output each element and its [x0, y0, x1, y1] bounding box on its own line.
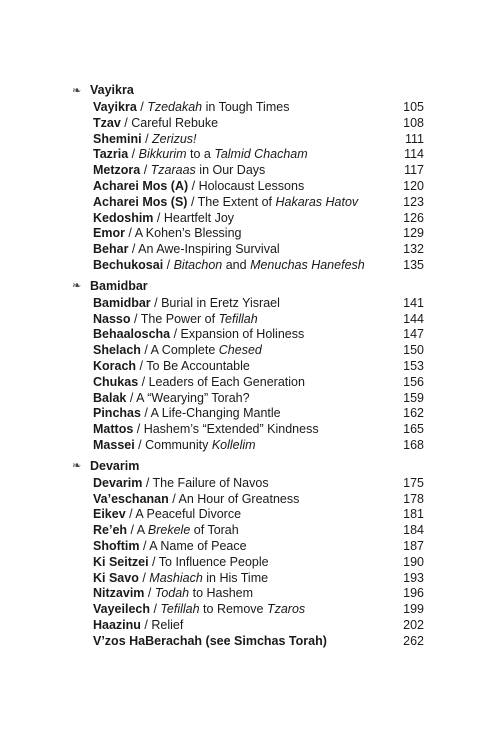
fleuron-icon: ❧ — [72, 280, 82, 293]
essay-title-part: To Be Accountable — [146, 358, 250, 373]
section-heading — [72, 458, 424, 474]
entry-separator: / — [153, 210, 164, 225]
page-number: 196 — [403, 586, 424, 601]
parsha-name: Balak — [93, 390, 127, 405]
essay-title-part: A Peaceful Divorce — [135, 507, 242, 522]
toc-entry[interactable] — [72, 375, 424, 391]
toc-entry[interactable] — [72, 195, 424, 211]
essay-title-part: in Our Days — [195, 163, 266, 178]
section-heading — [72, 278, 424, 294]
essay-title-part: Community — [145, 437, 212, 452]
essay-title-part: Heartfelt Joy — [163, 210, 235, 225]
toc-entry[interactable] — [72, 258, 424, 274]
essay-title-part: in His Time — [202, 570, 269, 585]
parsha-name: Shoftim — [93, 538, 140, 553]
page-number: 202 — [403, 617, 424, 632]
essay-title-part: An Hour of Greatness — [178, 491, 300, 506]
page-number: 153 — [403, 358, 424, 373]
toc-entry[interactable] — [72, 422, 424, 438]
parsha-name: Emor — [93, 226, 125, 241]
essay-title-part: of Torah — [190, 523, 239, 538]
parsha-name: Behaaloscha — [93, 327, 171, 342]
entry-separator: / — [134, 437, 146, 452]
page-number: 105 — [403, 100, 424, 114]
entry-separator: / — [142, 475, 153, 490]
essay-title-part: The Failure of Navos — [152, 475, 269, 490]
entry-separator: / — [148, 554, 159, 569]
essay-title-part: An Awe-Inspiring Survival — [138, 242, 280, 257]
essay-title-part: Brekele — [147, 523, 191, 538]
entry-separator: / — [150, 602, 161, 617]
fleuron-icon: ❧ — [72, 84, 82, 97]
entry-separator: / — [136, 100, 148, 114]
parsha-name: Va’eschanan — [93, 491, 169, 506]
page-number: 132 — [403, 242, 424, 257]
toc-entry[interactable] — [72, 327, 424, 343]
page-number: 156 — [403, 374, 424, 389]
essay-title-part: The Power of — [140, 311, 219, 326]
parsha-name: Shemini — [93, 131, 142, 146]
essay-title-part: to Hashem — [189, 586, 254, 601]
toc-entry[interactable] — [72, 586, 424, 602]
essay-title-part: To Influence People — [158, 554, 269, 569]
toc-entry[interactable] — [72, 492, 424, 508]
parsha-name: Nitzavim — [93, 586, 145, 601]
essay-title-part: Expansion of Holiness — [180, 327, 305, 342]
parsha-name: Vayikra — [93, 100, 137, 114]
parsha-name: Re’eh — [93, 523, 128, 538]
essay-title-part: A Kohen’s Blessing — [134, 226, 242, 241]
parsha-name: Haazinu — [93, 617, 141, 632]
toc-entry[interactable] — [72, 476, 424, 492]
page-number: 159 — [403, 390, 424, 405]
essay-title-part: in Tough Times — [202, 100, 290, 114]
essay-title-part: Hakaras Hatov — [275, 194, 359, 209]
parsha-name: Bamidbar — [93, 295, 151, 310]
page-number: 117 — [404, 163, 424, 178]
page-number: 120 — [403, 178, 424, 193]
essay-title-part: A “Wearying” Torah? — [136, 390, 250, 405]
essay-title-part: Tzaros — [266, 602, 306, 617]
entry-separator: / — [168, 491, 179, 506]
toc-entry[interactable] — [72, 618, 424, 634]
entry-separator: / — [140, 617, 152, 632]
toc-entry[interactable] — [72, 312, 424, 328]
page-number: 144 — [403, 311, 424, 326]
essay-title-part: Tzedakah — [147, 100, 203, 114]
essay-title-part: Tzaraas — [150, 163, 196, 178]
parsha-name: Eikev — [93, 507, 126, 522]
parsha-name: Mattos — [93, 422, 134, 437]
toc-entry[interactable] — [72, 438, 424, 454]
toc-entry[interactable] — [72, 179, 424, 195]
essay-title-part: A Life-Changing Mantle — [150, 406, 281, 421]
section-heading — [72, 82, 424, 98]
parsha-name: V’zos HaBerachah (see Simchas Torah) — [93, 633, 327, 648]
page-number: 193 — [403, 570, 424, 585]
essay-title-part: Holocaust Lessons — [198, 178, 305, 193]
entry-separator: / — [187, 194, 198, 209]
essay-title-part: to Remove — [199, 602, 267, 617]
toc-entry[interactable] — [72, 226, 424, 242]
parsha-name: Kedoshim — [93, 210, 154, 225]
parsha-name: Ki Savo — [93, 570, 139, 585]
fleuron-icon: ❧ — [72, 460, 82, 473]
essay-title-part: Tefillah — [160, 602, 200, 617]
page-number: 141 — [403, 295, 424, 310]
toc-entry[interactable] — [72, 539, 424, 555]
parsha-name: Tzav — [93, 115, 121, 130]
essay-title-part: and — [222, 257, 251, 272]
parsha-name: Devarim — [93, 475, 143, 490]
section-heading-text: Devarim — [90, 458, 140, 473]
entry-separator: / — [136, 358, 147, 373]
parsha-name: Massei — [93, 437, 135, 452]
table-of-contents — [72, 82, 424, 654]
parsha-name: Behar — [93, 242, 129, 257]
entry-separator: / — [140, 406, 151, 421]
section-heading-text: Bamidbar — [90, 278, 148, 293]
essay-title-part: Zerizus! — [152, 131, 197, 146]
toc-entry[interactable] — [72, 242, 424, 258]
page-number: 111 — [404, 131, 424, 146]
parsha-name: Bechukosai — [93, 257, 164, 272]
page-number: 114 — [404, 147, 424, 162]
essay-title-part: Menuchas Hanefesh — [250, 257, 365, 272]
page-number: 178 — [403, 491, 424, 506]
entry-separator: / — [141, 131, 153, 146]
entry-separator: / — [140, 343, 151, 358]
parsha-name: Acharei Mos (S) — [93, 194, 188, 209]
essay-title-part: Leaders of Each Generation — [148, 374, 305, 389]
toc-entry[interactable] — [72, 555, 424, 571]
toc-entry[interactable] — [72, 100, 424, 116]
entry-separator: / — [127, 523, 137, 538]
parsha-name: Metzora — [93, 163, 141, 178]
toc-entry[interactable] — [72, 523, 424, 539]
page-number: 165 — [403, 422, 424, 437]
page-number: 181 — [403, 507, 424, 522]
entry-separator: / — [138, 374, 149, 389]
page-number: 187 — [403, 538, 424, 553]
page-number: 129 — [403, 226, 424, 241]
entry-separator: / — [133, 422, 144, 437]
entry-separator: / — [163, 257, 174, 272]
toc-entry[interactable] — [72, 406, 424, 422]
essay-title-part: Careful Rebuke — [131, 115, 219, 130]
essay-title-part: Bikkurim — [138, 147, 187, 162]
essay-title-part: A — [136, 523, 148, 538]
toc-entry[interactable] — [72, 147, 424, 163]
page-number: 150 — [403, 343, 424, 358]
parsha-name: Korach — [93, 358, 137, 373]
page-number: 162 — [403, 406, 424, 421]
toc-entry[interactable] — [72, 602, 424, 618]
page-number: 147 — [403, 327, 424, 342]
toc-section — [72, 278, 424, 454]
entry-separator: / — [130, 311, 141, 326]
section-heading-text: Vayikra — [90, 83, 134, 97]
essay-title-part: Talmid Chacham — [214, 147, 308, 162]
entry-separator: / — [150, 295, 162, 310]
essay-title-part: Mashiach — [149, 570, 203, 585]
parsha-name: Ki Seitzei — [93, 554, 149, 569]
toc-entry[interactable] — [72, 211, 424, 227]
essay-title-part: Hashem’s “Extended” Kindness — [143, 422, 319, 437]
toc-entry[interactable] — [72, 163, 424, 179]
page-number: 108 — [403, 115, 424, 130]
page-number: 168 — [403, 437, 424, 452]
toc-entry[interactable] — [72, 634, 424, 650]
page-number: 190 — [403, 554, 424, 569]
essay-title-part: The Extent of — [197, 194, 276, 209]
entry-separator: / — [170, 327, 181, 342]
essay-title-part: to a — [186, 147, 215, 162]
page-number: 184 — [403, 523, 424, 538]
entry-separator: / — [124, 226, 135, 241]
page-number: 123 — [403, 194, 424, 209]
essay-title-part: Todah — [154, 586, 190, 601]
toc-entry[interactable] — [72, 391, 424, 407]
page-number: 262 — [403, 633, 424, 648]
essay-title-part: Kollelim — [211, 437, 256, 452]
entry-separator: / — [144, 586, 155, 601]
page-number: 199 — [403, 602, 424, 617]
page-number: 126 — [403, 210, 424, 225]
parsha-name: Nasso — [93, 311, 131, 326]
parsha-name: Acharei Mos (A) — [93, 178, 189, 193]
toc-entry[interactable] — [72, 132, 424, 148]
toc-section — [72, 82, 424, 274]
essay-title-part: A Name of Peace — [149, 538, 247, 553]
toc-entry[interactable] — [72, 359, 424, 375]
entry-separator: / — [120, 115, 132, 130]
essay-title-part: Burial in Eretz Yisrael — [161, 295, 280, 310]
entry-separator: / — [126, 390, 137, 405]
page-number: 135 — [403, 257, 424, 272]
essay-title-part: Chesed — [218, 343, 262, 358]
entry-separator: / — [125, 507, 136, 522]
parsha-name: Vayeilech — [93, 602, 150, 617]
entry-separator: / — [140, 163, 151, 178]
essay-title-part: Tefillah — [218, 311, 258, 326]
toc-entry[interactable] — [72, 116, 424, 132]
essay-title-part: Bitachon — [173, 257, 223, 272]
parsha-name: Pinchas — [93, 406, 141, 421]
parsha-name: Shelach — [93, 343, 141, 358]
entry-separator: / — [188, 178, 199, 193]
entry-separator: / — [138, 570, 150, 585]
toc-entry[interactable] — [72, 571, 424, 587]
parsha-name: Chukas — [93, 374, 139, 389]
entry-separator: / — [128, 147, 139, 162]
toc-entry[interactable] — [72, 343, 424, 359]
page-number: 175 — [403, 475, 424, 490]
entry-separator: / — [128, 242, 139, 257]
toc-entry[interactable] — [72, 296, 424, 312]
entry-separator: / — [139, 538, 150, 553]
toc-section — [72, 458, 424, 650]
essay-title-part: A Complete — [150, 343, 219, 358]
essay-title-part: Relief — [151, 617, 184, 632]
parsha-name: Tazria — [93, 147, 129, 162]
toc-entry[interactable] — [72, 507, 424, 523]
